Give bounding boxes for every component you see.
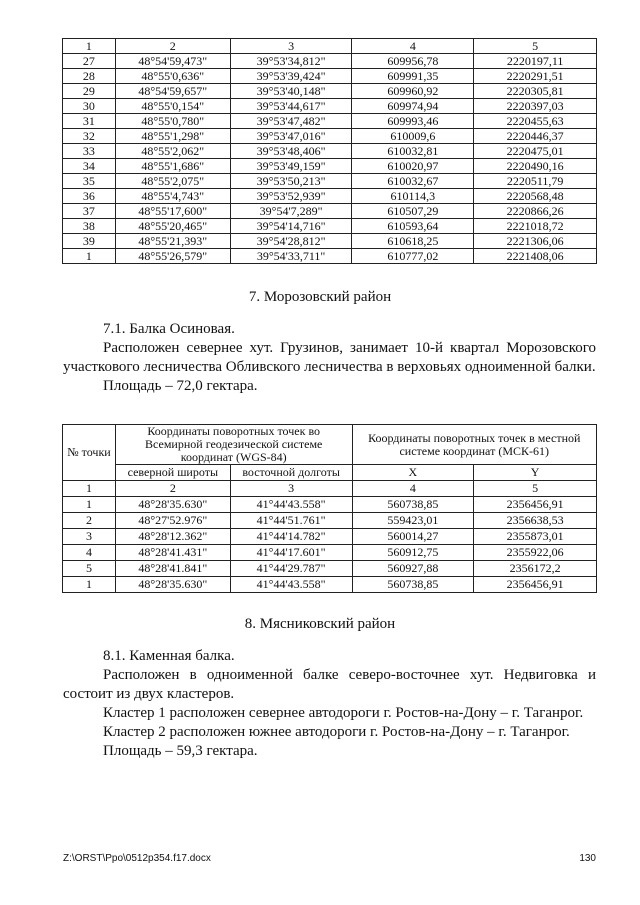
page-number: 130 xyxy=(579,853,596,864)
table-cell: 48°55'4,743" xyxy=(115,189,230,204)
area-paragraph: Площадь – 72,0 гектара. xyxy=(103,378,258,394)
index-cell: 5 xyxy=(474,481,597,497)
table-cell: 2 xyxy=(63,513,116,529)
cluster1-paragraph: Кластер 1 расположен севернее автодороги г. Ростов-на-Дону – г. Таганрог. xyxy=(103,705,584,721)
table-cell: 37 xyxy=(63,204,116,219)
table-cell: 2220197,11 xyxy=(474,54,597,69)
table-row xyxy=(63,189,597,204)
header-cell: 1 xyxy=(63,39,116,54)
table-cell: 48°27'52.976" xyxy=(115,513,230,529)
table-cell: 39°53'40,148" xyxy=(230,84,352,99)
subheader-latitude: северной широты xyxy=(115,465,230,481)
table-cell: 2220291,51 xyxy=(474,69,597,84)
table-cell: 1 xyxy=(63,249,116,264)
index-cell: 1 xyxy=(63,481,116,497)
table-cell: 48°28'41.431" xyxy=(115,545,230,561)
table-cell: 2356456,91 xyxy=(474,497,597,513)
table-cell: 39°54'7,289" xyxy=(230,204,352,219)
header-msk61: Координаты поворотных точек в местной системе координат (МСК-61) xyxy=(352,425,597,465)
table-cell: 560014,27 xyxy=(352,529,474,545)
table-cell: 2220866,26 xyxy=(474,204,597,219)
table-cell: 48°55'17,600" xyxy=(115,204,230,219)
table-index-row xyxy=(63,481,597,497)
table-row xyxy=(63,84,597,99)
table-cell: 609956,78 xyxy=(352,54,474,69)
table-cell: 610777,02 xyxy=(352,249,474,264)
table-cell: 39 xyxy=(63,234,116,249)
table-cell: 1 xyxy=(63,497,116,513)
table-cell: 39°53'49,159" xyxy=(230,159,352,174)
table-row xyxy=(63,144,597,159)
table-cell: 559423,01 xyxy=(352,513,474,529)
table-cell: 610020,97 xyxy=(352,159,474,174)
table-cell: 610009,6 xyxy=(352,129,474,144)
table-cell: 2220511,79 xyxy=(474,174,597,189)
table-cell: 610618,25 xyxy=(352,234,474,249)
table-cell: 48°28'35.630" xyxy=(115,577,230,593)
footer-file-path: Z:\ORST\Ppo\0512p354.f17.docx xyxy=(63,853,211,864)
table-cell: 48°55'0,154" xyxy=(115,99,230,114)
table-cell: 41°44'17.601" xyxy=(230,545,352,561)
table-cell: 2356172,2 xyxy=(474,561,597,577)
table-row xyxy=(63,529,597,545)
section-body-kamennaya xyxy=(63,647,596,761)
table-cell: 610114,3 xyxy=(352,189,474,204)
table-row xyxy=(63,219,597,234)
table-cell: 39°53'47,016" xyxy=(230,129,352,144)
table-cell: 39°54'28,812" xyxy=(230,234,352,249)
table-cell: 28 xyxy=(63,69,116,84)
table-cell: 48°28'35.630" xyxy=(115,497,230,513)
header-cell: 5 xyxy=(474,39,597,54)
table-cell: 2221306,06 xyxy=(474,234,597,249)
table-row xyxy=(63,513,597,529)
header-cell: 2 xyxy=(115,39,230,54)
table-cell: 36 xyxy=(63,189,116,204)
table-cell: 610507,29 xyxy=(352,204,474,219)
table-cell: 41°44'43.558" xyxy=(230,577,352,593)
section-body-osinovaya xyxy=(63,320,596,396)
table-row xyxy=(63,249,597,264)
table-row xyxy=(63,545,597,561)
table-cell: 609974,94 xyxy=(352,99,474,114)
table-cell: 3 xyxy=(63,529,116,545)
table-row xyxy=(63,159,597,174)
section-heading-morozovsky: 7. Морозовский район xyxy=(248,289,392,305)
table-row xyxy=(63,129,597,144)
table-cell: 48°55'1,686" xyxy=(115,159,230,174)
table-cell: 35 xyxy=(63,174,116,189)
table-cell: 48°55'26,579" xyxy=(115,249,230,264)
table-cell: 1 xyxy=(63,577,116,593)
table-cell: 610593,64 xyxy=(352,219,474,234)
table-cell: 609993,46 xyxy=(352,114,474,129)
header-wgs84: Координаты поворотных точек во Всемирной геодезической системе координат (WGS-84) xyxy=(115,425,352,465)
table-cell: 2220475,01 xyxy=(474,144,597,159)
table-cell: 39°53'48,406" xyxy=(230,144,352,159)
area-paragraph: Площадь – 59,3 гектара. xyxy=(103,743,258,759)
table-cell: 2220305,81 xyxy=(474,84,597,99)
table-cell: 41°44'51.761" xyxy=(230,513,352,529)
table-cell: 560927,88 xyxy=(352,561,474,577)
table-cell: 39°53'39,424" xyxy=(230,69,352,84)
table-cell: 2356456,91 xyxy=(474,577,597,593)
table-cell: 4 xyxy=(63,545,116,561)
table-cell: 560738,85 xyxy=(352,577,474,593)
table-header-row xyxy=(63,425,597,465)
table-cell: 610032,67 xyxy=(352,174,474,189)
subsection-title: 8.1. Каменная балка. xyxy=(103,648,235,664)
cluster2-paragraph: Кластер 2 расположен южнее автодороги г. Ростов-на-Дону – г. Таганрог. xyxy=(103,724,570,740)
table-cell: 609960,92 xyxy=(352,84,474,99)
description-paragraph: Расположен в одноименной балке северо-восточнее хут. Недвиговка и состоит из двух кластеров. xyxy=(63,667,596,702)
table-cell: 41°44'14.782" xyxy=(230,529,352,545)
section-heading-myasnikovsky: 8. Мясниковский район xyxy=(244,616,396,632)
table-cell: 48°28'12.362" xyxy=(115,529,230,545)
description-paragraph: Расположен севернее хут. Грузинов, занимает 10-й квартал Морозовского участкового лесничества Обливского лесничества в верховьях одноименной балки. xyxy=(63,340,596,375)
table-row xyxy=(63,234,597,249)
table-cell: 48°28'41.841" xyxy=(115,561,230,577)
table-row xyxy=(63,114,597,129)
table-cell: 2220446,37 xyxy=(474,129,597,144)
table-cell: 39°53'47,482" xyxy=(230,114,352,129)
table-cell: 609991,35 xyxy=(352,69,474,84)
subheader-y: Y xyxy=(474,465,597,481)
header-cell: 4 xyxy=(352,39,474,54)
table-cell: 2220455,63 xyxy=(474,114,597,129)
table-row xyxy=(63,174,597,189)
table-cell: 31 xyxy=(63,114,116,129)
table-subheader-row xyxy=(63,465,597,481)
table-cell: 41°44'29.787" xyxy=(230,561,352,577)
table-cell: 39°54'33,711" xyxy=(230,249,352,264)
table-cell: 39°54'14,716" xyxy=(230,219,352,234)
table-cell: 33 xyxy=(63,144,116,159)
coordinates-table-osinovaya xyxy=(62,424,597,593)
table-cell: 48°55'2,075" xyxy=(115,174,230,189)
table-cell: 34 xyxy=(63,159,116,174)
table-row xyxy=(63,99,597,114)
table-cell: 2220397,03 xyxy=(474,99,597,114)
table-cell: 32 xyxy=(63,129,116,144)
index-cell: 3 xyxy=(230,481,352,497)
table-cell: 39°53'50,213" xyxy=(230,174,352,189)
table-cell: 38 xyxy=(63,219,116,234)
table-cell: 29 xyxy=(63,84,116,99)
subheader-x: X xyxy=(352,465,474,481)
header-cell: 3 xyxy=(230,39,352,54)
table-row xyxy=(63,69,597,84)
table-body xyxy=(63,425,597,593)
subsection-title: 7.1. Балка Осиновая. xyxy=(103,321,235,337)
table-cell: 39°53'44,617" xyxy=(230,99,352,114)
table-body xyxy=(63,39,597,264)
table-cell: 2355922,06 xyxy=(474,545,597,561)
index-cell: 2 xyxy=(115,481,230,497)
table-cell: 2220490,16 xyxy=(474,159,597,174)
table-row xyxy=(63,561,597,577)
table-cell: 2355873,01 xyxy=(474,529,597,545)
table-cell: 5 xyxy=(63,561,116,577)
table-cell: 560912,75 xyxy=(352,545,474,561)
table-cell: 48°55'20,465" xyxy=(115,219,230,234)
table-cell: 48°54'59,473" xyxy=(115,54,230,69)
table-row xyxy=(63,204,597,219)
table-cell: 48°55'21,393" xyxy=(115,234,230,249)
table-cell: 560738,85 xyxy=(352,497,474,513)
header-point-number: № точки xyxy=(63,425,116,481)
table-cell: 27 xyxy=(63,54,116,69)
coordinates-table-continued xyxy=(62,38,597,264)
table-cell: 48°55'2,062" xyxy=(115,144,230,159)
table-cell: 610032,81 xyxy=(352,144,474,159)
table-cell: 2356638,53 xyxy=(474,513,597,529)
table-cell: 48°55'1,298" xyxy=(115,129,230,144)
table-cell: 48°55'0,780" xyxy=(115,114,230,129)
table-row xyxy=(63,54,597,69)
table-cell: 48°54'59,657" xyxy=(115,84,230,99)
index-cell: 4 xyxy=(352,481,474,497)
table-cell: 41°44'43.558" xyxy=(230,497,352,513)
table-cell: 39°53'52,939" xyxy=(230,189,352,204)
table-cell: 30 xyxy=(63,99,116,114)
table-row xyxy=(63,577,597,593)
table-cell: 2221408,06 xyxy=(474,249,597,264)
table-cell: 48°55'0,636" xyxy=(115,69,230,84)
table-cell: 39°53'34,812" xyxy=(230,54,352,69)
table-cell: 2221018,72 xyxy=(474,219,597,234)
table-cell: 2220568,48 xyxy=(474,189,597,204)
subheader-longitude: восточной долготы xyxy=(230,465,352,481)
table-row xyxy=(63,497,597,513)
table-header-row xyxy=(63,39,597,54)
